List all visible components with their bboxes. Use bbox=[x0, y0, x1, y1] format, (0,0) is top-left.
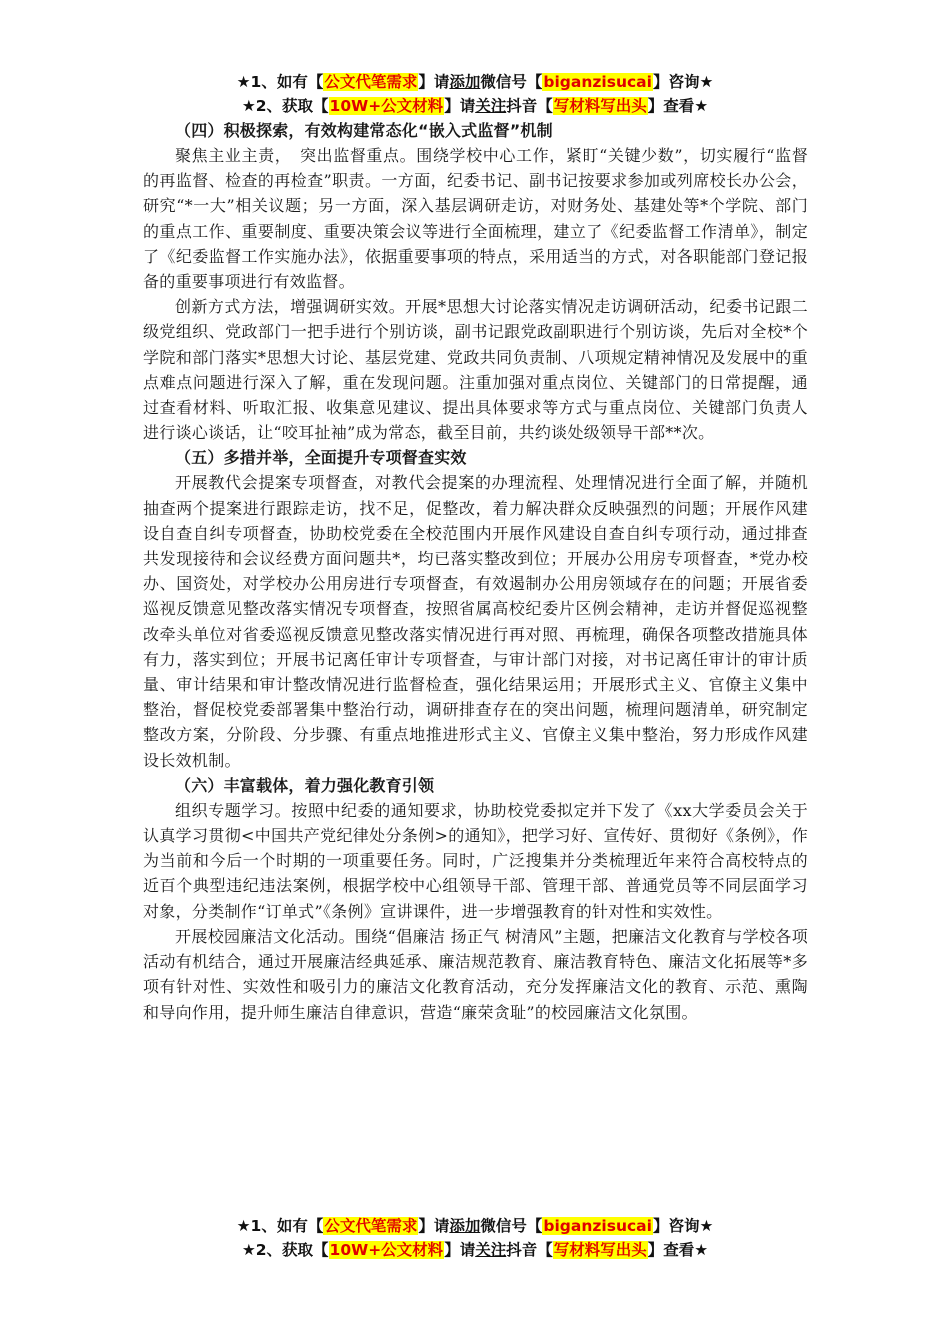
banner-text: 微信号【 bbox=[480, 73, 543, 91]
banner-text: ★1、如有【 bbox=[236, 1217, 324, 1235]
body-paragraph: 开展教代会提案专项督查，对教代会提案的办理流程、处理情况进行全面了解，并随机抽查两个提案进行跟踪走访，找不足，促整改，着力解决群众反映强烈的问题；开展作风建设自查自纠专项督查，协助校党委在全校范围内开展作风建设自查自纠专项行动，通过排查共发现接待和会议经费方面问题共*，均已落实整改到位；开展办公用房专项督查，*党办校办、国资处，对学校办公用房进行专项督查，有效遏制办公用房领域存在的问题；开展省委巡视反馈意见整改落实情况专项督查，按照省属高校纪委片区例会精神，走访并督促巡视整改牵头单位对省委巡视反馈意见整改落实情况进行再对照、再梳理，确保各项整改措施具体有力，落实到位；开展书记离任审计专项督查，与审计部门对接，对书记离任审计的审计质量、审计结果和审计整改情况进行监督检查，强化结果运用；开展形式主义、官僚主义集中整治，督促校党委部署集中整治行动，调研排查存在的突出问题，梳理问题清单，研究制定整改方案，分阶段、分步骤、有重点地推进形式主义、官僚主义集中整治，努力形成作风建设长效机制。 bbox=[143, 473, 808, 770]
banner-highlight: 公文代笔需求 bbox=[324, 1217, 418, 1235]
body-paragraph: 组织专题学习。按照中纪委的通知要求，协助校党委拟定并下发了《xx大学委员会关于认真学习贯彻<中国共产党纪律处分条例>的通知》，把学习好、宣传好、贯彻好《条例》，作为当前和今后一个时期的一项重要任务。同时，广泛搜集并分类梳理近年来符合高校特点的近百个典型违纪违法案例，根据学校中心组领导干部、管理干部、普通党员等不同层面学习对象，分类制作“订单式”《条例》宣讲课件，进一步增强教育的针对性和实效性。 bbox=[143, 800, 808, 921]
banner-text: 】查看★ bbox=[647, 1241, 709, 1259]
banner-text: 抖音【 bbox=[506, 1241, 553, 1259]
banner-text: 微信号【 bbox=[480, 1217, 543, 1235]
banner-underline: 添加 bbox=[449, 1217, 481, 1235]
banner-underline: 关注 bbox=[475, 1241, 507, 1259]
banner-text: 】请 bbox=[444, 97, 476, 115]
banner-text: 】请 bbox=[444, 1241, 476, 1259]
banner-line-2 bbox=[0, 94, 950, 118]
banner-line-1 bbox=[0, 1214, 950, 1238]
banner-highlight: 写材料写出头 bbox=[553, 1241, 647, 1259]
banner-underline: 添加 bbox=[449, 73, 481, 91]
body-paragraph: 创新方式方法，增强调研实效。开展*思想大讨论落实情况走访调研活动，纪委书记跟二级党组织、党政部门一把手进行个别访谈，副书记跟党政副职进行个别访谈，先后对全校*个学院和部门落实*思想大讨论、基层党建、党政共同负责制、八项规定精神情况及发展中的重点难点问题进行深入了解，重在发现问题。注重加强对重点岗位、关键部门的日常提醒，通过查看材料、听取汇报、收集意见建议、提出具体要求等方式与重点岗位、关键部门负责人进行谈心谈话，让“咬耳扯袖”成为常态，截至目前，共约谈处级领导干部**次。 bbox=[143, 297, 808, 443]
banner-highlight: 10W+公文材料 bbox=[329, 1241, 444, 1259]
body-paragraph: 开展校园廉洁文化活动。围绕“倡廉洁 扬正气 树清风”主题，把廉洁文化教育与学校各项活动有机结合，通过开展廉洁经典延承、廉洁规范教育、廉洁教育特色、廉洁文化拓展等*多项有针对性、实效性和吸引力的廉洁文化教育活动，充分发挥廉洁文化的教育、示范、熏陶和导向作用，提升师生廉洁自律意识，营造“廉荣贪耻”的校园廉洁文化氛围。 bbox=[143, 926, 808, 1022]
banner-text: 】查看★ bbox=[647, 97, 709, 115]
banner-underline: 关注 bbox=[475, 97, 507, 115]
body-paragraph: 聚焦主业主责， 突出监督重点。围绕学校中心工作，紧盯“关键少数”，切实履行“监督的再监督、检查的再检查”职责。一方面，纪委书记、副书记按要求参加或列席校长办公会，研究“*一大”相关议题；另一方面，深入基层调研走访，对财务处、基建处等*个学院、部门的重点工作、重要制度、重要决策会议等进行全面梳理，建立了《纪委监督工作清单》，制定了《纪委监督工作实施办法》，依据重要事项的特点，采用适当的方式，对各职能部门登记报备的重要事项进行有效监督。 bbox=[143, 146, 808, 292]
banner-highlight: 写材料写出头 bbox=[553, 97, 647, 115]
bottom-banner bbox=[0, 1214, 950, 1262]
banner-highlight: 10W+公文材料 bbox=[329, 97, 444, 115]
banner-line-1 bbox=[0, 70, 950, 94]
section-heading: （六）丰富载体，着力强化教育引领 bbox=[175, 775, 435, 795]
banner-text: 】请 bbox=[418, 1217, 450, 1235]
banner-highlight: biganzisucai bbox=[543, 1217, 652, 1235]
section-heading: （五）多措并举，全面提升专项督查实效 bbox=[175, 448, 467, 468]
banner-text: ★2、获取【 bbox=[241, 1241, 329, 1259]
banner-text: ★1、如有【 bbox=[236, 73, 324, 91]
banner-text: 】咨询★ bbox=[652, 73, 714, 91]
banner-text: 】请 bbox=[418, 73, 450, 91]
section-heading: （四）积极探索，有效构建常态化“嵌入式监督”机制 bbox=[175, 121, 553, 140]
banner-highlight: biganzisucai bbox=[543, 73, 652, 91]
banner-text: 抖音【 bbox=[506, 97, 553, 115]
document-body bbox=[143, 118, 808, 1025]
top-banner bbox=[0, 70, 950, 118]
banner-text: ★2、获取【 bbox=[241, 97, 329, 115]
banner-line-2 bbox=[0, 1238, 950, 1262]
banner-text: 】咨询★ bbox=[652, 1217, 714, 1235]
banner-highlight: 公文代笔需求 bbox=[324, 73, 418, 91]
